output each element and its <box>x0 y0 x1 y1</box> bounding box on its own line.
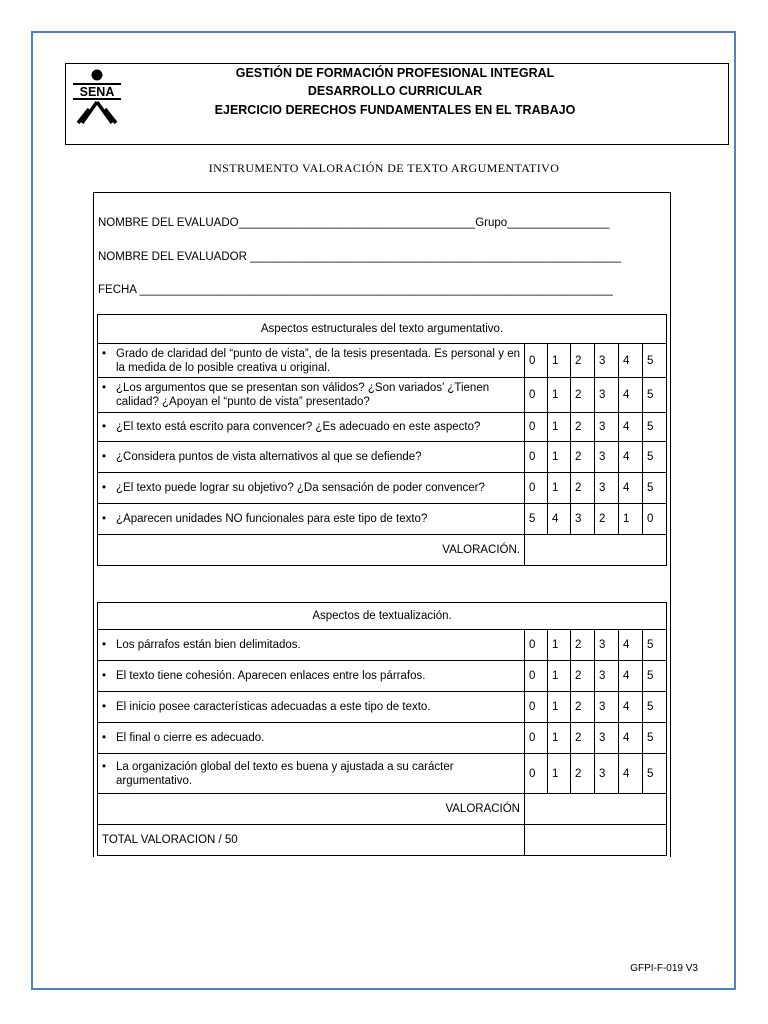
score-cell[interactable]: 0 <box>525 630 548 661</box>
score-cell[interactable]: 3 <box>571 504 595 535</box>
criterion-text: ¿Los argumentos que se presentan son válidos? ¿Son variados’ ¿Tienen calidad? ¿Apoyan el “punto de vista” presentado? <box>116 382 490 408</box>
total-label: TOTAL VALORACION / 50 <box>98 825 525 856</box>
structural-aspects-table <box>97 314 667 566</box>
table-row <box>98 661 667 692</box>
valoracion-value-cell[interactable] <box>525 794 667 825</box>
bullet: • <box>102 760 107 773</box>
score-cell[interactable]: 0 <box>643 504 667 535</box>
criterion-text: El inicio posee características adecuadas a este tipo de texto. <box>116 701 431 713</box>
bullet: • <box>102 451 107 463</box>
score-cell[interactable]: 1 <box>548 723 571 754</box>
score-cell[interactable]: 5 <box>643 473 667 504</box>
score-cell[interactable]: 1 <box>548 378 571 413</box>
valoracion-label: VALORACIÓN <box>98 794 525 825</box>
score-cell[interactable]: 5 <box>525 504 548 535</box>
score-cell[interactable]: 0 <box>525 413 548 442</box>
score-cell[interactable]: 4 <box>619 630 643 661</box>
score-cell[interactable]: 3 <box>595 723 619 754</box>
score-cell[interactable]: 2 <box>571 413 595 442</box>
bullet: • <box>102 421 107 433</box>
instrument-title: INSTRUMENTO VALORACIÓN DE TEXTO ARGUMENTATIVO <box>208 161 560 175</box>
score-cell[interactable]: 1 <box>548 754 571 794</box>
criterion-text: ¿El texto está escrito para convencer? ¿Es adecuado en este aspecto? <box>116 421 481 433</box>
score-cell[interactable]: 1 <box>548 344 571 378</box>
score-cell[interactable]: 0 <box>525 378 548 413</box>
table-row <box>98 692 667 723</box>
header-title-2: DESARROLLO CURRICULAR <box>307 84 483 98</box>
criterion-text: El texto tiene cohesión. Aparecen enlaces entre los párrafos. <box>116 670 426 682</box>
score-cell[interactable]: 4 <box>619 661 643 692</box>
valoracion-row <box>98 535 667 566</box>
score-cell[interactable]: 3 <box>595 442 619 473</box>
score-cell[interactable]: 1 <box>548 473 571 504</box>
valoracion-row <box>98 794 667 825</box>
score-cell[interactable]: 4 <box>619 723 643 754</box>
bullet: • <box>102 639 107 651</box>
table-row <box>98 344 667 378</box>
header-title-1: GESTIÓN DE FORMACIÓN PROFESIONAL INTEGRAL <box>235 66 555 80</box>
total-value-cell[interactable] <box>525 825 667 856</box>
score-cell[interactable]: 4 <box>619 473 643 504</box>
score-cell[interactable]: 2 <box>571 723 595 754</box>
total-row <box>98 825 667 856</box>
table-row <box>98 442 667 473</box>
bullet: • <box>102 482 107 494</box>
score-cell[interactable]: 3 <box>595 754 619 794</box>
score-cell[interactable]: 5 <box>643 754 667 794</box>
valoracion-label: VALORACIÓN. <box>98 535 525 566</box>
score-cell[interactable]: 5 <box>643 692 667 723</box>
score-cell[interactable]: 3 <box>595 344 619 378</box>
score-cell[interactable]: 0 <box>525 344 548 378</box>
score-cell[interactable]: 0 <box>525 661 548 692</box>
section-title: Aspectos estructurales del texto argumentativo. <box>98 315 667 344</box>
fecha-field: FECHA __________________________________________________________________________ <box>98 284 613 296</box>
sena-logo <box>70 67 126 127</box>
score-cell[interactable]: 5 <box>643 344 667 378</box>
score-cell[interactable]: 1 <box>548 661 571 692</box>
score-cell[interactable]: 5 <box>643 630 667 661</box>
table-row <box>98 378 667 413</box>
score-cell[interactable]: 5 <box>643 378 667 413</box>
score-cell[interactable]: 0 <box>525 442 548 473</box>
score-cell[interactable]: 1 <box>548 630 571 661</box>
score-cell[interactable]: 0 <box>525 723 548 754</box>
criterion-text: Grado de claridad del “punto de vista”, de la tesis presentada. Es personal y en la medida de lo posible creativa u original. <box>116 347 520 374</box>
score-cell[interactable]: 1 <box>548 442 571 473</box>
table-row <box>98 413 667 442</box>
table-row <box>98 754 667 794</box>
header-title-3: EJERCICIO DERECHOS FUNDAMENTALES EN EL TRABAJO <box>214 103 576 117</box>
score-cell[interactable]: 4 <box>619 344 643 378</box>
score-cell[interactable]: 3 <box>595 378 619 413</box>
score-cell[interactable]: 4 <box>619 692 643 723</box>
score-cell[interactable]: 4 <box>619 413 643 442</box>
bullet: • <box>102 513 107 525</box>
score-cell[interactable]: 2 <box>571 473 595 504</box>
score-cell[interactable]: 4 <box>619 442 643 473</box>
score-cell[interactable]: 0 <box>525 473 548 504</box>
score-cell[interactable]: 4 <box>619 754 643 794</box>
criterion-text: ¿El texto puede lograr su objetivo? ¿Da sensación de poder convencer? <box>116 482 485 494</box>
bullet: • <box>102 382 107 394</box>
criterion-text: El final o cierre es adecuado. <box>116 732 265 744</box>
score-cell[interactable]: 3 <box>595 473 619 504</box>
criterion-text: La organización global del texto es buena y ajustada a su carácter argumentativo. <box>116 760 454 787</box>
section-title: Aspectos de textualización. <box>98 603 667 630</box>
table-row <box>98 723 667 754</box>
score-cell[interactable]: 4 <box>619 378 643 413</box>
score-cell[interactable]: 1 <box>619 504 643 535</box>
score-cell[interactable]: 2 <box>571 344 595 378</box>
score-cell[interactable]: 3 <box>595 630 619 661</box>
criterion-text: ¿Considera puntos de vista alternativos al que se defiende? <box>116 451 422 463</box>
score-cell[interactable]: 2 <box>571 692 595 723</box>
form-code: GFPI-F-019 V3 <box>630 963 698 974</box>
table-row <box>98 473 667 504</box>
bullet: • <box>102 347 107 360</box>
score-cell[interactable]: 5 <box>643 413 667 442</box>
criterion-text: Los párrafos están bien delimitados. <box>116 639 301 651</box>
score-cell[interactable]: 3 <box>595 692 619 723</box>
score-cell[interactable]: 1 <box>548 413 571 442</box>
score-cell[interactable]: 5 <box>643 723 667 754</box>
bullet: • <box>102 701 107 713</box>
score-cell[interactable]: 2 <box>571 442 595 473</box>
score-cell[interactable]: 0 <box>525 692 548 723</box>
score-cell[interactable]: 0 <box>525 754 548 794</box>
evaluador-field: NOMBRE DEL EVALUADOR __________________________________________________________ <box>98 251 622 263</box>
score-cell[interactable]: 4 <box>548 504 571 535</box>
textualization-aspects-table <box>97 602 667 856</box>
logo-text: SENA <box>79 85 115 99</box>
score-cell[interactable]: 1 <box>548 692 571 723</box>
table-row <box>98 630 667 661</box>
score-cell[interactable]: 2 <box>571 754 595 794</box>
evaluado-field: NOMBRE DEL EVALUADO_____________________________________Grupo________________ <box>98 217 610 229</box>
score-cell[interactable]: 2 <box>595 504 619 535</box>
table-row <box>98 504 667 535</box>
bullet: • <box>102 732 107 744</box>
score-cell[interactable]: 2 <box>571 661 595 692</box>
bullet: • <box>102 670 107 682</box>
criterion-text: ¿Aparecen unidades NO funcionales para este tipo de texto? <box>116 513 428 525</box>
score-cell[interactable]: 2 <box>571 630 595 661</box>
score-cell[interactable]: 3 <box>595 661 619 692</box>
score-cell[interactable]: 5 <box>643 442 667 473</box>
score-cell[interactable]: 5 <box>643 661 667 692</box>
score-cell[interactable]: 3 <box>595 413 619 442</box>
score-cell[interactable]: 2 <box>571 378 595 413</box>
valoracion-value-cell[interactable] <box>525 535 667 566</box>
